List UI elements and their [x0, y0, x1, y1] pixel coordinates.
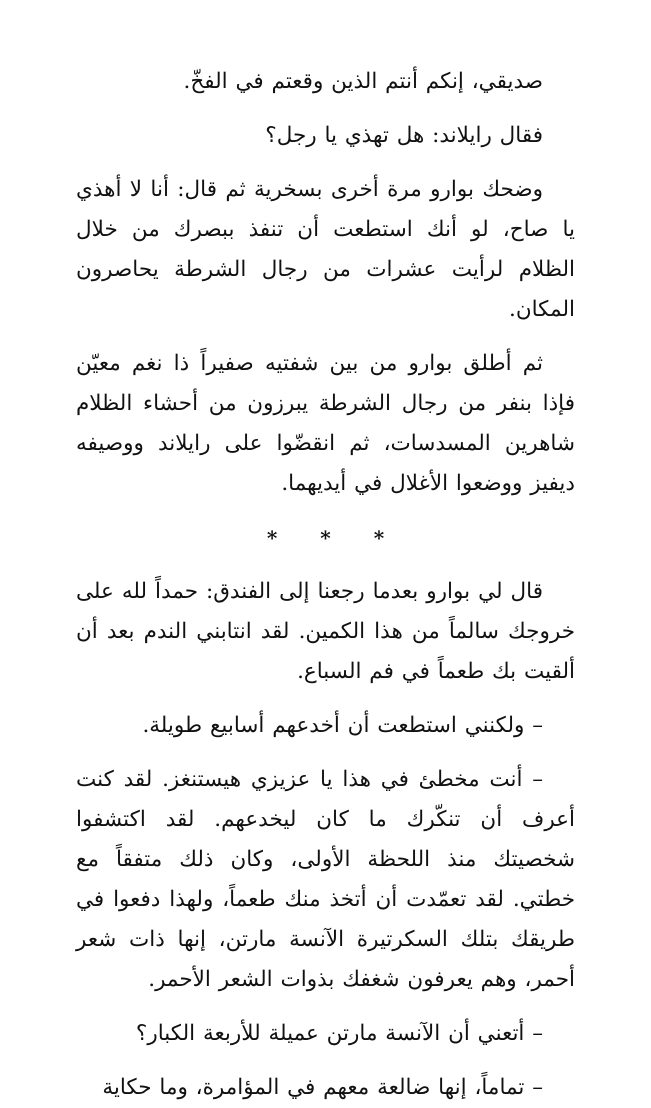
- paragraph-6: – ولكنني استطعت أن أخدعهم أسابيع طويلة.: [142, 713, 543, 738]
- paragraph-1: صديقي، إنكم أنتم الذين وقعتم في الفخّ.: [183, 69, 543, 94]
- paragraph-7: – أنت مخطئ في هذا يا عزيزي هيستنغز. لقد كنت أعرف أن تنكّرك ما كان ليخدعهم. لقد اكتشفوا شخصيتك منذ اللحظة الأولى، وكان ذلك متفقاً مع خطتي. لقد تعمّدت أن أتخذ منك طعماً، ولهذا دفعوا في طريقك بتلك السكرتيرة الآنسة مارتن، إنها ذات شعر أحمر، وهم يعرفون شغفك بذوات الشعر الأحمر.: [76, 767, 575, 992]
- section-separator: * * *: [266, 526, 403, 550]
- paragraph-9: – تماماً، إنها ضالعة معهم في المؤامرة، وما حكاية: [102, 1075, 543, 1100]
- paragraph-2: فقال رايلاند: هل تهذي يا رجل؟: [265, 123, 543, 148]
- paragraph-8: – أتعني أن الآنسة مارتن عميلة للأربعة الكبار؟: [135, 1021, 543, 1046]
- paragraph-3: وضحك بوارو مرة أخرى بسخرية ثم قال: أنا لا أهذي يا صاح، لو أنك استطعت أن تنفذ ببصرك من خلال الظلام لرأيت عشرات من رجال الشرطة يحاصرون المكان.: [76, 177, 575, 322]
- paragraph-4: ثم أطلق بوارو من بين شفتيه صفيراً ذا نغم معيّن فإذا بنفر من رجال الشرطة يبرزون من أحشاء الظلام شاهرين المسدسات، ثم انقضّوا على رايلاند ووصيفه ديفيز ووضعوا الأغلال في أيديهما.: [76, 351, 575, 496]
- paragraph-5: قال لي بوارو بعدما رجعنا إلى الفندق: حمداً لله على خروجك سالماً من هذا الكمين. لقد انتابني الندم بعد أن ألقيت بك طعماً في فم السباع.: [76, 579, 575, 684]
